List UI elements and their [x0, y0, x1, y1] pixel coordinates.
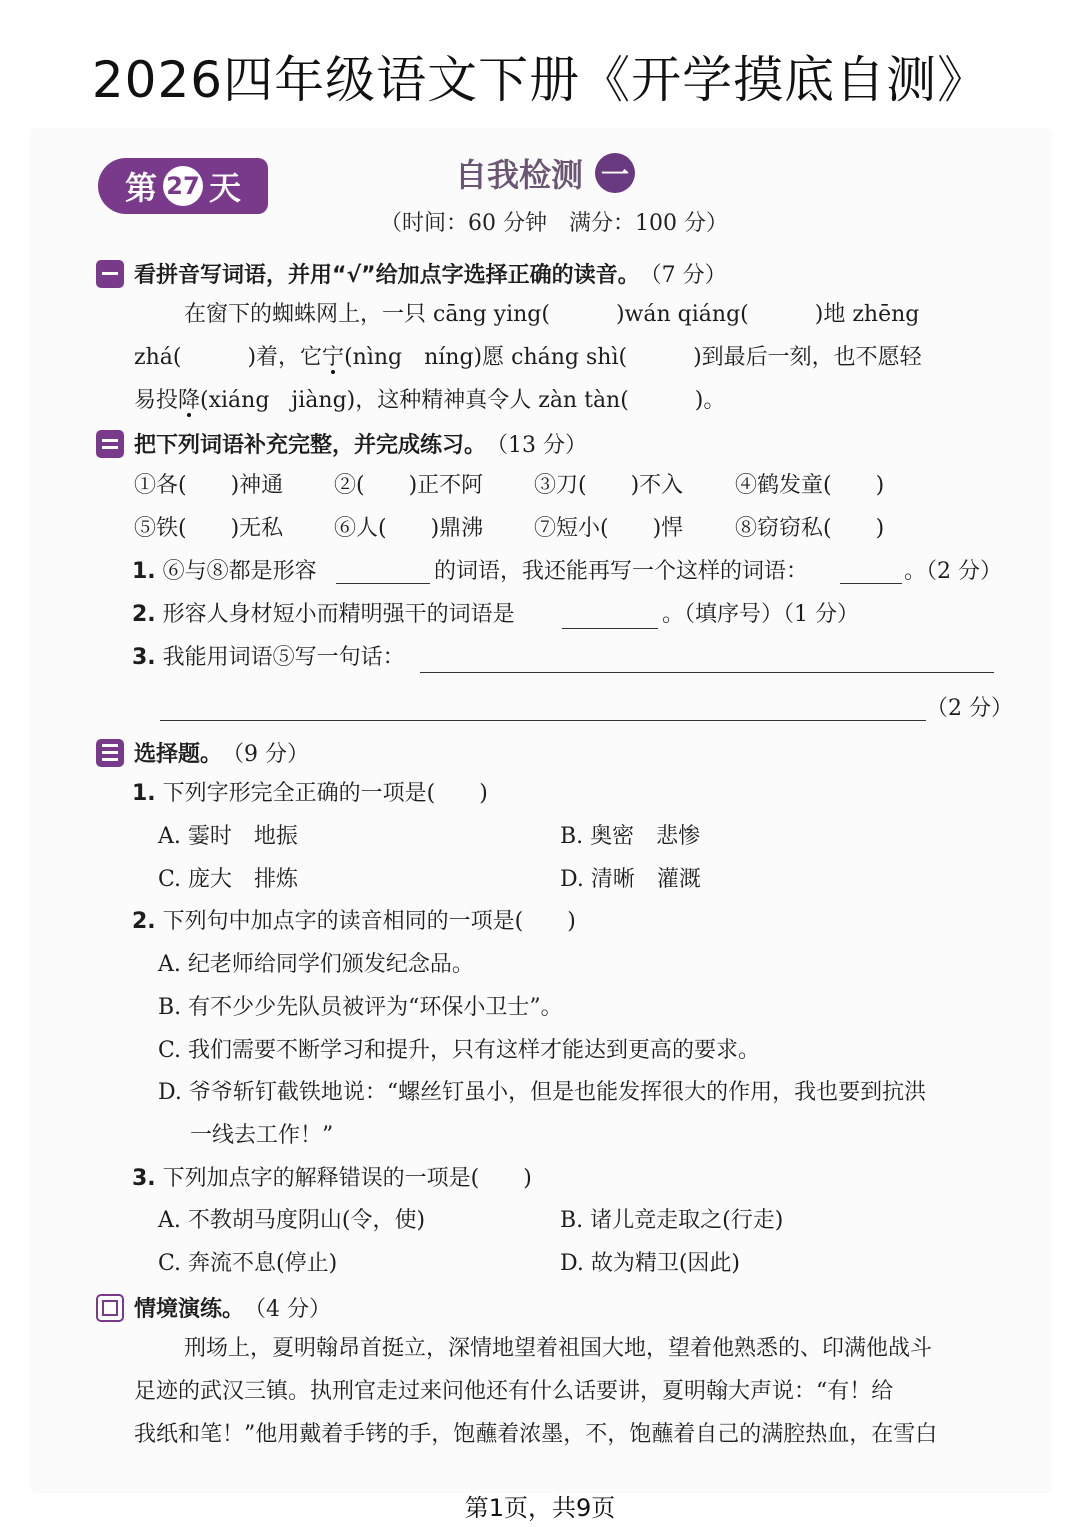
section-1-text: 看拼音写词语，并用“√”给加点字选择正确的读音。 [134, 263, 640, 288]
section-4-title [96, 1292, 331, 1323]
s2-q1-a: ⑥与⑧都是形容 [162, 559, 317, 584]
section-1-title [96, 258, 727, 289]
s3-q3-text: 下列加点字的解释错误的一项是( ) [162, 1166, 532, 1191]
section-3-score: （9 分） [222, 742, 310, 767]
option-a[interactable]: A. 霎时 地振 [158, 824, 298, 849]
option-b[interactable]: B. 奥密 悲惨 [560, 824, 701, 849]
test-number: 一 [595, 153, 635, 193]
section-4-text: 情境演练。 [134, 1297, 245, 1322]
s1-line-3 [134, 386, 725, 416]
s2-q1-c: 。（2 分） [904, 559, 1002, 584]
s2-q3-a: 我能用词语⑤写一句话： [162, 645, 405, 670]
passage-line-2: 足迹的武汉三镇。执刑官走过来问他还有什么话要讲，夏明翰大声说：“有！给 [134, 1379, 894, 1404]
option-d[interactable]: D. 故为精卫(因此) [560, 1251, 741, 1276]
s2-question-1 [132, 557, 317, 587]
idiom-1: ①各( )神通 [134, 473, 284, 498]
option-c[interactable]: C. 奔流不息(停止) [158, 1251, 338, 1276]
s1-line-3-b: (xiáng jiàng)，这种精神真令人 zàn tàn( )。 [200, 388, 726, 413]
section-3-text: 选择题。 [134, 742, 223, 767]
s2-q2-b: 。（填序号）（1 分） [662, 602, 859, 627]
s1-line-3-a: 易投 [134, 388, 179, 413]
answer-blank[interactable] [336, 583, 430, 584]
question-number: 3. [132, 645, 156, 670]
idiom-5: ⑤铁( )无私 [134, 516, 284, 541]
section-two-icon [96, 430, 124, 458]
dotted-char: 降 [178, 388, 201, 413]
page-number: 第1页，共9页 [464, 1494, 616, 1522]
idiom-4: ④鹤发童( ) [735, 473, 885, 498]
day-suffix: 天 [209, 169, 242, 207]
section-2-title [96, 428, 587, 459]
s2-q2-a: 形容人身材短小而精明强干的词语是 [162, 602, 515, 627]
day-prefix: 第 [124, 169, 157, 207]
section-3-title [96, 737, 309, 768]
option-c[interactable]: C. 庞大 排炼 [158, 867, 299, 892]
s1-line-2-b: (nìng níng)愿 cháng shì( )到最后一刻，也不愿轻 [344, 345, 922, 370]
answer-line[interactable] [420, 672, 994, 673]
idiom-3: ③刀( )不入 [534, 473, 684, 498]
option-b[interactable]: B. 诸儿竞走取之(行走) [560, 1208, 784, 1233]
option-a[interactable]: A. 不教胡马度阴山(令，使) [158, 1208, 426, 1233]
s2-q3-score: （2 分） [926, 696, 1013, 721]
option-d-continued: 一线去工作！” [190, 1123, 334, 1148]
worksheet-page [30, 128, 1052, 1493]
document-title: 2026四年级语文下册《开学摸底自测》 [91, 51, 989, 109]
section-three-icon [96, 739, 124, 767]
section-2-score: （13 分） [486, 433, 588, 458]
answer-line[interactable] [160, 720, 926, 721]
answer-blank[interactable] [840, 583, 902, 584]
idiom-2: ②( )正不阿 [334, 473, 484, 498]
s1-line-2-a: zhá( )着，它 [134, 345, 323, 370]
test-heading [455, 150, 635, 196]
question-number: 2. [132, 602, 156, 627]
option-c[interactable]: C. 我们需要不断学习和提升，只有这样才能达到更高的要求。 [158, 1038, 761, 1063]
question-number: 1. [132, 559, 156, 584]
section-1-score: （7 分） [639, 263, 727, 288]
s2-q1-b: 的词语，我还能再写一个这样的词语： [434, 559, 809, 584]
option-d[interactable]: D. 清晰 灌溉 [560, 867, 701, 892]
question-number: 2. [132, 909, 156, 934]
idiom-7: ⑦短小( )悍 [534, 516, 684, 541]
idiom-6: ⑥人( )鼎沸 [334, 516, 484, 541]
day-badge [98, 158, 268, 214]
section-4-score: （4 分） [244, 1297, 332, 1322]
s3-question-1 [132, 779, 488, 809]
option-a[interactable]: A. 纪老师给同学们颁发纪念品。 [158, 952, 474, 977]
dotted-char: 宁 [322, 345, 345, 370]
option-b[interactable]: B. 有不少少先队员被评为“环保小卫士”。 [158, 995, 563, 1020]
passage-line-3: 我纸和笔！”他用戴着手铐的手，饱蘸着浓墨，不，饱蘸着自己的满腔热血，在雪白 [134, 1422, 938, 1447]
s2-question-2 [132, 600, 515, 630]
section-four-icon [96, 1294, 124, 1322]
s3-question-3 [132, 1164, 532, 1194]
section-2-text: 把下列词语补充完整，并完成练习。 [134, 433, 487, 458]
option-d[interactable]: D. 爷爷斩钉截铁地说：“螺丝钉虽小，但是也能发挥很大的作用，我也要到抗洪 [158, 1080, 927, 1105]
time-info: （时间：60 分钟 满分：100 分） [380, 211, 728, 236]
s3-q2-text: 下列句中加点字的读音相同的一项是( ) [162, 909, 576, 934]
question-number: 3. [132, 1166, 156, 1191]
section-one-icon [96, 260, 124, 288]
passage-line-1: 刑场上，夏明翰昂首挺立，深情地望着祖国大地，望着他熟悉的、印满他战斗 [184, 1336, 933, 1361]
day-number: 27 [163, 166, 203, 206]
answer-blank[interactable] [562, 628, 658, 629]
s1-line-1: 在窗下的蜘蛛网上，一只 cāng ying( )wán qiáng( )地 zhēng [184, 302, 920, 327]
idiom-8: ⑧窃窃私( ) [735, 516, 885, 541]
s3-q1-text: 下列字形完全正确的一项是( ) [162, 781, 488, 806]
s2-question-3 [132, 643, 405, 673]
s1-line-2 [134, 343, 922, 373]
s3-question-2 [132, 907, 576, 937]
question-number: 1. [132, 781, 156, 806]
test-name: 自我检测 [455, 156, 584, 194]
